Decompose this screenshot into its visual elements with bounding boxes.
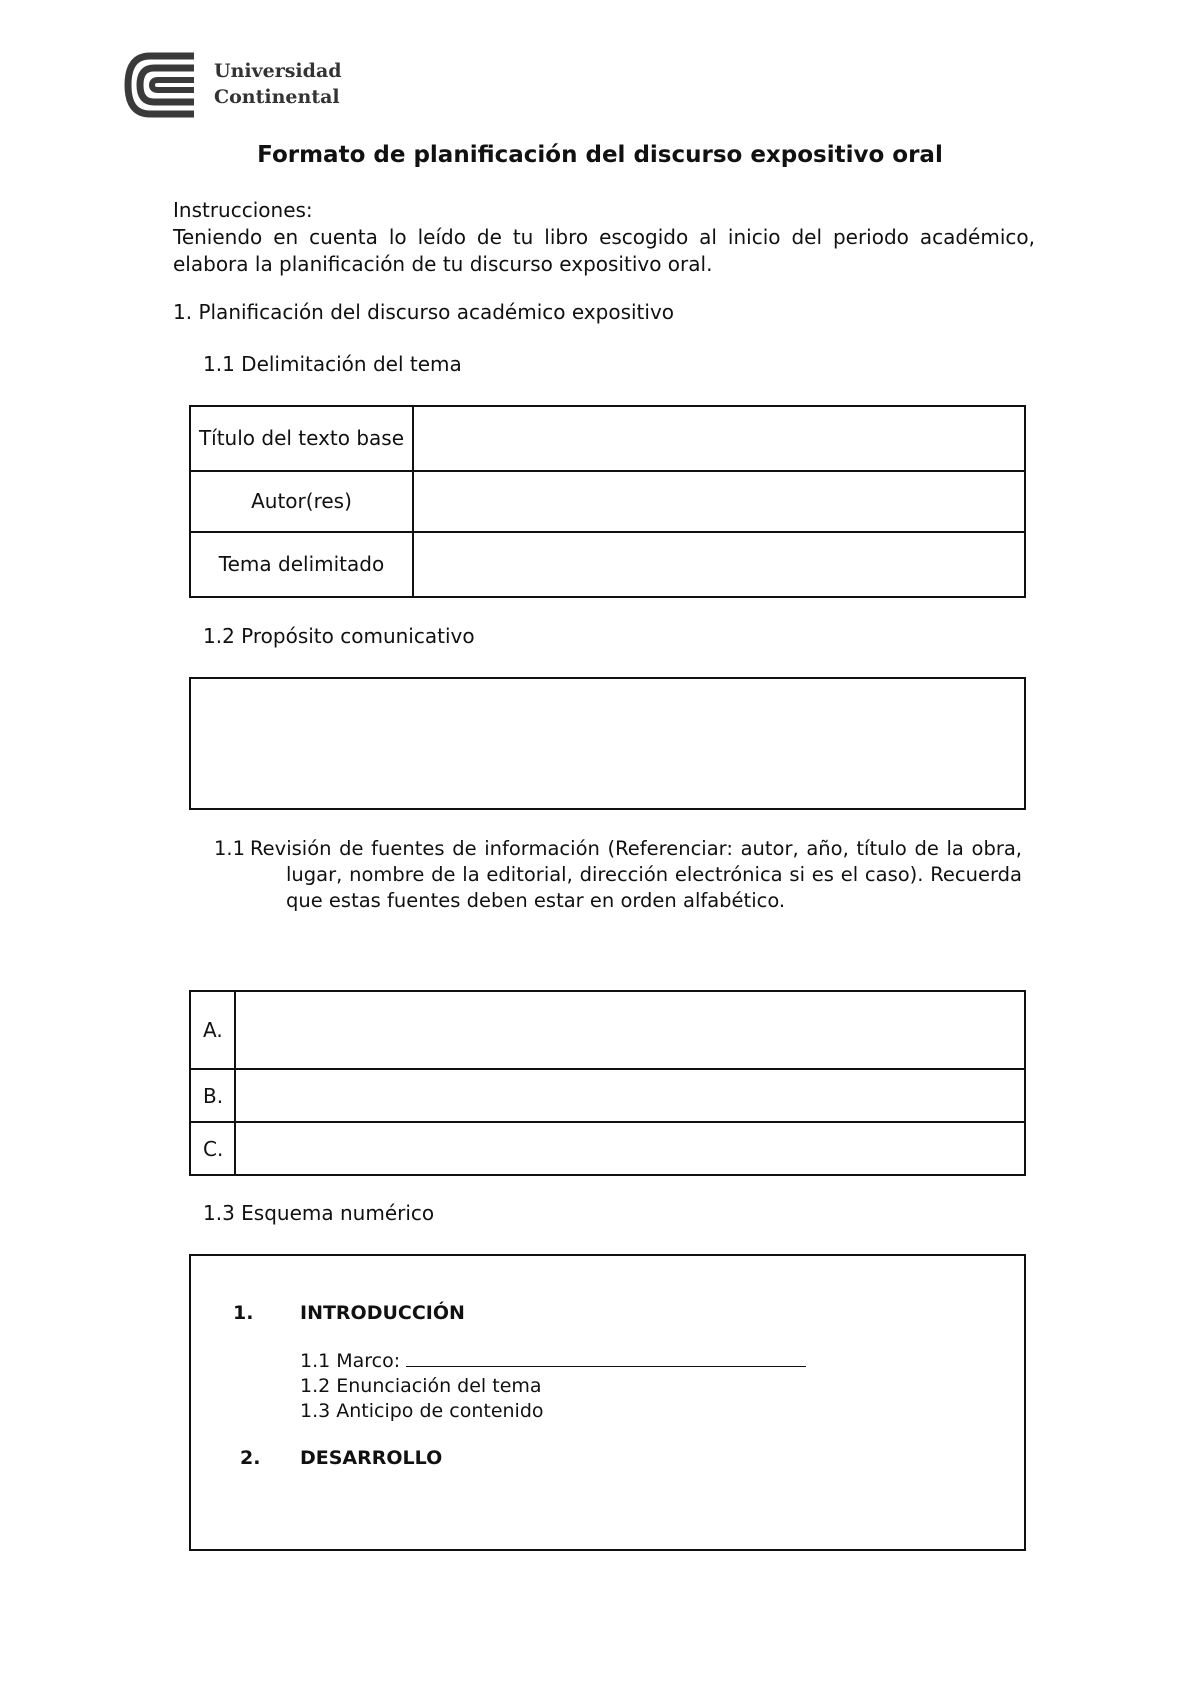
- scheme-item-2-label: DESARROLLO: [300, 1447, 443, 1469]
- scheme-sub-3: 1.3 Anticipo de contenido: [300, 1400, 544, 1422]
- topic-table: [189, 405, 1026, 598]
- table-row: [190, 406, 1025, 471]
- source-label-a: A.: [190, 991, 235, 1069]
- source-input-a[interactable]: [235, 991, 1025, 1069]
- sources-table: [189, 990, 1026, 1176]
- topic-input-title[interactable]: [413, 406, 1025, 471]
- table-row: [190, 532, 1025, 597]
- scheme-sub-1: [300, 1349, 806, 1374]
- topic-input-theme[interactable]: [413, 532, 1025, 597]
- scheme-item-1-number: 1.: [233, 1302, 254, 1324]
- purpose-input-box[interactable]: [189, 677, 1026, 810]
- page-title: Formato de planificación del discurso expositivo oral: [257, 142, 943, 168]
- table-row: [190, 1122, 1025, 1175]
- table-row: [190, 471, 1025, 532]
- logo-text: [214, 58, 342, 110]
- scheme-heading: 1.3 Esquema numérico: [203, 1201, 435, 1225]
- instructions-body: Teniendo en cuenta lo leído de tu libro escogido al inicio del periodo académico, elabora la planificación de tu discurso expositivo oral.: [173, 225, 1035, 276]
- university-logo: [124, 52, 342, 118]
- university-emblem-icon: [124, 52, 204, 118]
- source-input-c[interactable]: [235, 1122, 1025, 1175]
- topic-label-author: Autor(res): [190, 471, 413, 532]
- sources-note: Recuerda que estas fuentes deben estar en orden alfabético.: [286, 863, 1022, 912]
- topic-heading: 1.1 Delimitación del tema: [203, 352, 462, 376]
- source-label-c: C.: [190, 1122, 235, 1175]
- sources-number: 1.1: [214, 837, 246, 860]
- sources-instructions: [214, 836, 1022, 914]
- instructions-heading: Instrucciones:: [173, 198, 313, 222]
- sources-text: [250, 836, 1022, 914]
- scheme-sub-1-label: 1.1 Marco:: [300, 1350, 401, 1372]
- scheme-sub-2: 1.2 Enunciación del tema: [300, 1375, 542, 1397]
- purpose-heading: 1.2 Propósito comunicativo: [203, 624, 475, 648]
- source-input-b[interactable]: [235, 1069, 1025, 1122]
- sources-heading: Revisión de fuentes de información (Referenciar: autor, año, título de la obra, lugar, nombre de la editorial, dirección electrónica si es el caso).: [250, 837, 1022, 886]
- table-row: [190, 1069, 1025, 1122]
- section-1-heading: 1. Planificación del discurso académico expositivo: [173, 300, 675, 324]
- source-label-b: B.: [190, 1069, 235, 1122]
- marco-blank-line[interactable]: [406, 1349, 806, 1367]
- logo-line-2: Continental: [214, 86, 340, 108]
- topic-label-theme: Tema delimitado: [190, 532, 413, 597]
- logo-line-1: Universidad: [214, 60, 342, 82]
- scheme-item-2-number: 2.: [240, 1447, 261, 1469]
- scheme-item-1-label: INTRODUCCIÓN: [300, 1302, 465, 1324]
- topic-label-title: Título del texto base: [190, 406, 413, 471]
- topic-input-author[interactable]: [413, 471, 1025, 532]
- table-row: [190, 991, 1025, 1069]
